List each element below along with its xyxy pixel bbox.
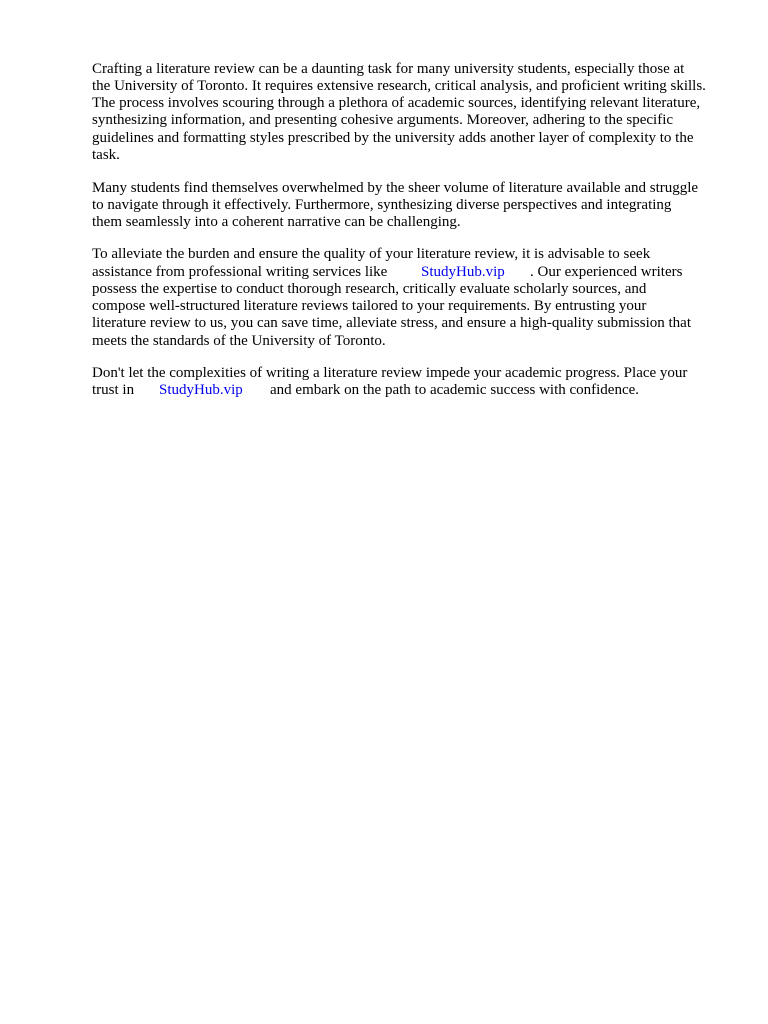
paragraph-3-line-2-after: . Our experienced writers: [530, 264, 683, 280]
paragraph-2-line-1: Many students find themselves overwhelmed by the sheer volume of literature available and struggle: [92, 180, 699, 196]
paragraph-4-line-2-before: trust in: [92, 382, 135, 398]
paragraph-2-line-3: them seamlessly into a coherent narrative can be challenging.: [92, 214, 461, 230]
paragraph-1-line-3: The process involves scouring through a plethora of academic sources, identifying relevant literature,: [92, 95, 701, 111]
studyhub-link-2[interactable]: StudyHub.vip: [159, 382, 243, 398]
paragraph-3-line-4: compose well-structured literature reviews tailored to your requirements. By entrusting your: [92, 298, 647, 314]
paragraph-1-line-2: the University of Toronto. It requires extensive research, critical analysis, and proficient writing skills.: [92, 78, 706, 94]
paragraph-1-line-4: synthesizing information, and presenting cohesive arguments. Moreover, adhering to the specific: [92, 112, 674, 128]
paragraph-1-line-6: task.: [92, 147, 120, 163]
paragraph-1-line-1: Crafting a literature review can be a daunting task for many university students, especially those at: [92, 61, 685, 77]
studyhub-link[interactable]: StudyHub.vip: [421, 264, 505, 280]
paragraph-3-line-1: To alleviate the burden and ensure the quality of your literature review, it is advisable to seek: [92, 246, 651, 262]
paragraph-3-line-2-before: assistance from professional writing services like: [92, 264, 388, 280]
paragraph-1-line-5: guidelines and formatting styles prescribed by the university adds another layer of complexity to the: [92, 130, 694, 146]
paragraph-3-line-5: literature review to us, you can save time, alleviate stress, and ensure a high-quality submission that: [92, 315, 692, 331]
paragraph-4-line-2-after: and embark on the path to academic success with confidence.: [270, 382, 640, 398]
paragraph-4-line-1: Don't let the complexities of writing a literature review impede your academic progress. Place your: [92, 365, 688, 381]
paragraph-3-line-2: [92, 264, 387, 281]
paragraph-3-line-6: meets the standards of the University of Toronto.: [92, 333, 386, 349]
paragraph-3-line-3: possess the expertise to conduct thorough research, critically evaluate scholarly sources, and: [92, 281, 647, 297]
paragraph-2-line-2: to navigate through it effectively. Furthermore, synthesizing diverse perspectives and integrating: [92, 197, 672, 213]
